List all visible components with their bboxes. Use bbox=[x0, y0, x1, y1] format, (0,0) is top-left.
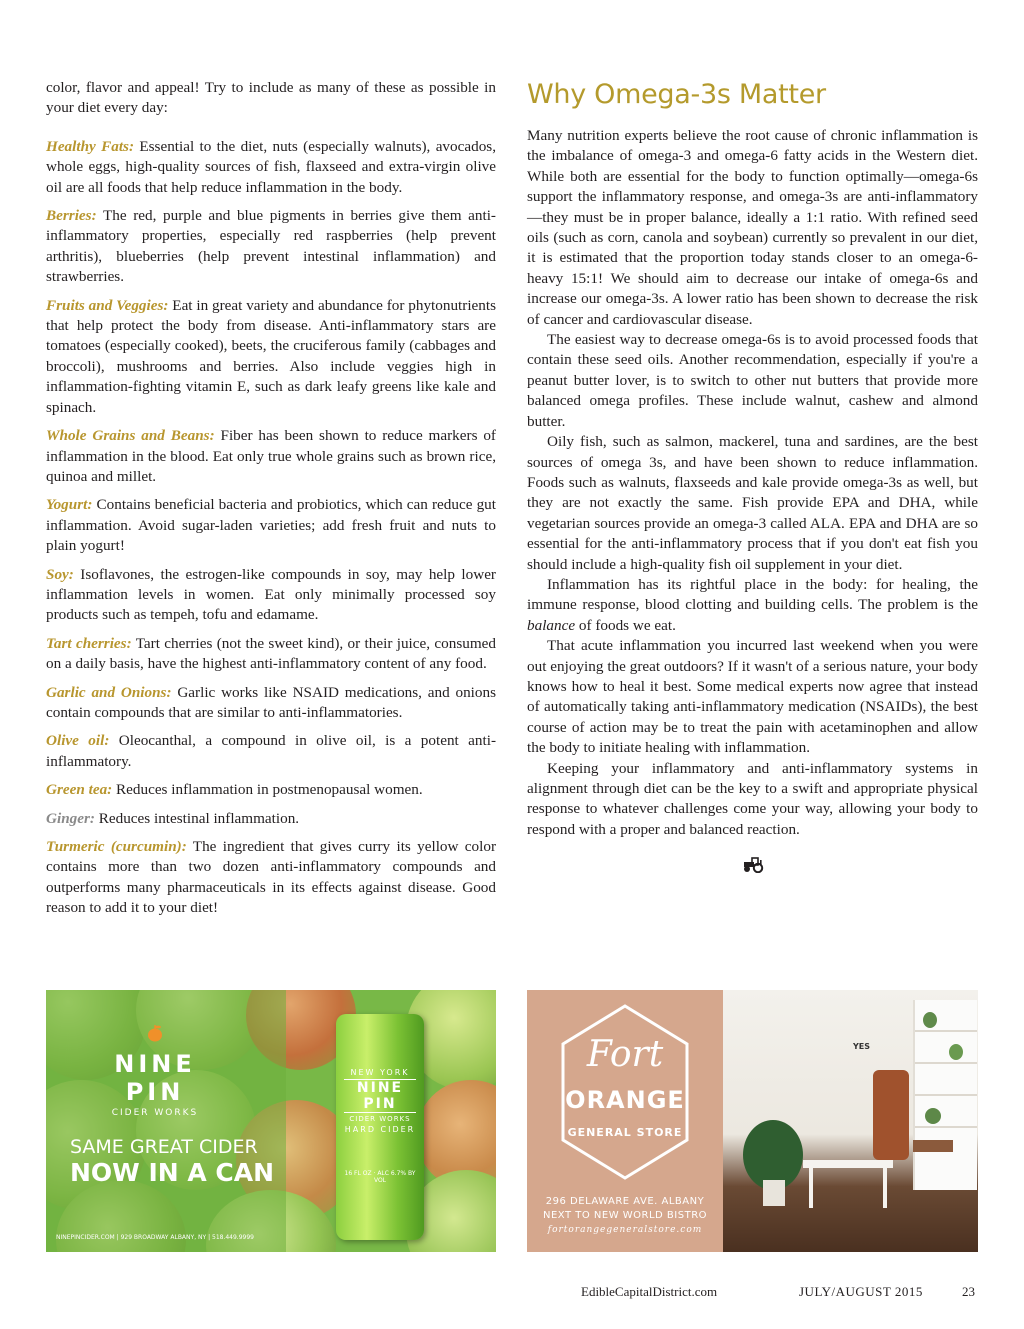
food-description: Isoflavones, the estrogen-like compounds in soy, may help lower inflammation levels in women. Eat only minimally processed soy products such as tempeh, tofu and edamame. bbox=[46, 565, 496, 624]
footer-issue: JULY/AUGUST 2015 bbox=[799, 1284, 923, 1299]
apple-icon bbox=[147, 1024, 163, 1042]
fortorange-address-note: NEXT TO NEW WORLD BISTRO bbox=[542, 1210, 708, 1221]
ninepin-subtitle: CIDER WORKS bbox=[111, 1108, 199, 1118]
can-spec: 16 FL OZ · ALC 6.7% BY VOL bbox=[344, 1170, 416, 1184]
wood-chair bbox=[913, 1140, 953, 1152]
food-item bbox=[46, 426, 496, 487]
fortorange-subtitle: GENERAL STORE bbox=[567, 1126, 683, 1139]
intro-text: color, flavor and appeal! Try to include as many of these as possible in your diet every day: bbox=[46, 79, 496, 117]
can-brand: NINE PIN bbox=[344, 1079, 416, 1113]
tractor-icon bbox=[742, 857, 764, 873]
section-heading: Why Omega-3s Matter bbox=[527, 79, 826, 110]
food-description: Fiber has been shown to reduce markers of inflammation in the blood. Eat only true whole grains such as brown rice, quinoa and millet. bbox=[46, 427, 496, 485]
food-term: Olive oil: bbox=[46, 732, 110, 750]
food-term: Whole Grains and Beans: bbox=[46, 427, 215, 445]
hanging-coat bbox=[873, 1070, 909, 1160]
food-item bbox=[46, 809, 496, 829]
cider-can bbox=[336, 1014, 424, 1240]
yes-sign: YES bbox=[853, 1042, 871, 1051]
food-description: Reduces inflammation in postmenopausal women. bbox=[112, 781, 423, 799]
ninepin-address: NINEPINCIDER.COM | 929 BROADWAY ALBANY, NY | 518.449.9999 bbox=[56, 1234, 254, 1241]
food-term: Garlic and Onions: bbox=[46, 683, 172, 701]
food-term: Tart cherries: bbox=[46, 634, 132, 652]
white-table bbox=[803, 1160, 893, 1168]
right-column bbox=[527, 78, 978, 840]
food-term: Turmeric (curcumin): bbox=[46, 838, 187, 855]
food-item bbox=[46, 780, 496, 800]
article-paragraph: That acute inflammation you incurred last weekend when you were out enjoying the great outdoors? If it wasn't of a serious nature, your body knows how to heal it best. Some medical experts now agree that instead of automatically taking anti-inflammatory medication (NSAIDs), the best course of action may be to treat the pain with acetaminophen and allow the body to initiate healing with inflammation. bbox=[527, 637, 978, 757]
food-term: Yogurt: bbox=[46, 496, 93, 514]
emphasis-text: balance bbox=[527, 616, 576, 634]
paragraph-text: Inflammation has its rightful place in the body: for healing, the immune response, blood clotting and building cells. The problem is the bbox=[527, 575, 978, 614]
page-number: 23 bbox=[962, 1284, 975, 1299]
can-label bbox=[338, 1068, 422, 1134]
ninepin-brand: NINE PIN bbox=[114, 1050, 196, 1106]
can-subtitle: CIDER WORKS bbox=[349, 1115, 411, 1123]
food-description: The red, purple and blue pigments in berries give them anti-inflammatory properties, especially red raspberries (help prevent arthritis), blueberries (help prevent intestinal inflammation) and strawberries. bbox=[46, 207, 496, 286]
food-description: Eat in great variety and abundance for phytonutrients that help protect the body from disease. Anti-inflammatory stars are tomatoes (especially cooked), beets, the cruciferous family (cabbages and broccoli), mushrooms and berries. Also include veggies high in inflammation-fighting vitamin E, such as dark leafy greens like kale and spinach. bbox=[46, 296, 496, 416]
plant-pot bbox=[763, 1180, 785, 1206]
fortorange-ad[interactable] bbox=[527, 990, 978, 1252]
food-term: Berries: bbox=[46, 207, 97, 225]
fortorange-name: ORANGE bbox=[565, 1086, 685, 1114]
can-top-text: NEW YORK bbox=[350, 1068, 410, 1077]
article-paragraph bbox=[527, 575, 978, 636]
fortorange-script: Fort bbox=[586, 1034, 664, 1075]
food-description: The ingredient that gives curry its yellow color contains more than two dozen anti-inflammatory compounds and outperforms many pharmaceuticals in its effects against disease. Good reason to add it to your diet! bbox=[46, 838, 496, 917]
can-bottom-text: HARD CIDER bbox=[344, 1125, 416, 1134]
article-paragraph: The easiest way to decrease omega-6s is to avoid processed foods that contain these seed oils. Another recommendation, especially if you're a peanut butter lover, is to switch to other nut butters that provide more balanced omega profiles. These include walnut, cashew and almond butter. bbox=[527, 331, 978, 430]
food-item bbox=[46, 683, 496, 724]
food-term: Ginger: bbox=[46, 809, 95, 827]
food-term: Soy: bbox=[46, 565, 74, 583]
food-description: Tart cherries (not the sweet kind), or their juice, consumed on a daily basis, have the highest anti-inflammatory content of any food. bbox=[46, 634, 496, 673]
food-description: Oleocanthal, a compound in olive oil, is a potent anti-inflammatory. bbox=[46, 732, 496, 770]
article-paragraph: Keeping your inflammatory and anti-inflammatory systems in alignment through diet can be the key to a swift and appropriate physical response to whatever challenges come your way, allowing your body to respond with a proper and balanced reaction. bbox=[527, 759, 978, 838]
paragraph-text: of foods we eat. bbox=[575, 616, 676, 634]
fortorange-address: 296 DELAWARE AVE. ALBANY bbox=[545, 1196, 705, 1207]
ninepin-ad[interactable] bbox=[46, 990, 496, 1252]
food-item bbox=[46, 565, 496, 626]
footer-site: EdibleCapitalDistrict.com bbox=[581, 1284, 718, 1299]
food-item bbox=[46, 296, 496, 418]
article-paragraph: Many nutrition experts believe the root cause of chronic inflammation is the imbalance of omega-3 and omega-6 fatty acids in the Western diet. While both are essential for the body to function optimally—omega-6s support the inflammatory response, and omega-3s are anti-inflammatory—they must be in proper balance, ideally a 1:1 ratio. With refined seed oils (such as corn, canola and soybean) currently so prevalent in our diet, it is estimated that the proportion today stands closer to an omega-6-heavy 15:1! We should aim to decrease our intake of omega-6s and increase our omega-3s. A lower ratio has been shown to decrease the risk of cancer and cardiovascular disease. bbox=[527, 127, 978, 328]
food-item bbox=[46, 206, 496, 288]
store-interior-photo bbox=[723, 990, 978, 1252]
shelving-unit bbox=[913, 1000, 977, 1190]
food-description: Reduces intestinal inflammation. bbox=[94, 809, 300, 827]
food-term: Healthy Fats: bbox=[46, 137, 135, 155]
fortorange-website: fortorangegeneralstore.com bbox=[547, 1225, 703, 1235]
left-column bbox=[46, 78, 496, 927]
food-term: Fruits and Veggies: bbox=[46, 296, 169, 314]
fortorange-panel bbox=[527, 990, 723, 1252]
food-description: Garlic works like NSAID medications, and onions contain compounds that are similar to anti-inflammatories. bbox=[46, 683, 496, 721]
ninepin-tagline-bold: NOW IN A CAN bbox=[70, 1158, 275, 1187]
food-item bbox=[46, 137, 496, 198]
ninepin-logo bbox=[80, 1024, 230, 1118]
food-item bbox=[46, 634, 496, 675]
food-list bbox=[46, 137, 496, 919]
food-description: Contains beneficial bacteria and probiotics, which can reduce gut inflammation. Avoid sugar-laden varieties; add fresh fruit and nuts to plain yogurt! bbox=[46, 496, 496, 555]
food-item bbox=[46, 731, 496, 772]
ninepin-tagline: SAME GREAT CIDER bbox=[70, 1136, 258, 1158]
food-description: Essential to the diet, nuts (especially walnuts), avocados, whole eggs, high-quality sources of fish, flaxseed and extra-virgin olive oil are all foods that help reduce inflammation in the body. bbox=[46, 137, 496, 196]
food-item bbox=[46, 837, 496, 919]
article-paragraph: Oily fish, such as salmon, mackerel, tuna and sardines, are the best sources of omega 3s, and have been shown to reduce inflammation. Foods such as walnuts, flaxseeds and kale provide omega-3s as well, but they are not exactly the same. Fish provide EPA and DHA, while vegetarian sources provide an omega-3 called ALA. EPA and DHA are so essential for the anti-inflammatory process that if you don't eat fish you should include a high-quality fish oil supplement in your diet. bbox=[527, 433, 978, 573]
food-term: Green tea: bbox=[46, 781, 113, 799]
food-item bbox=[46, 495, 496, 556]
